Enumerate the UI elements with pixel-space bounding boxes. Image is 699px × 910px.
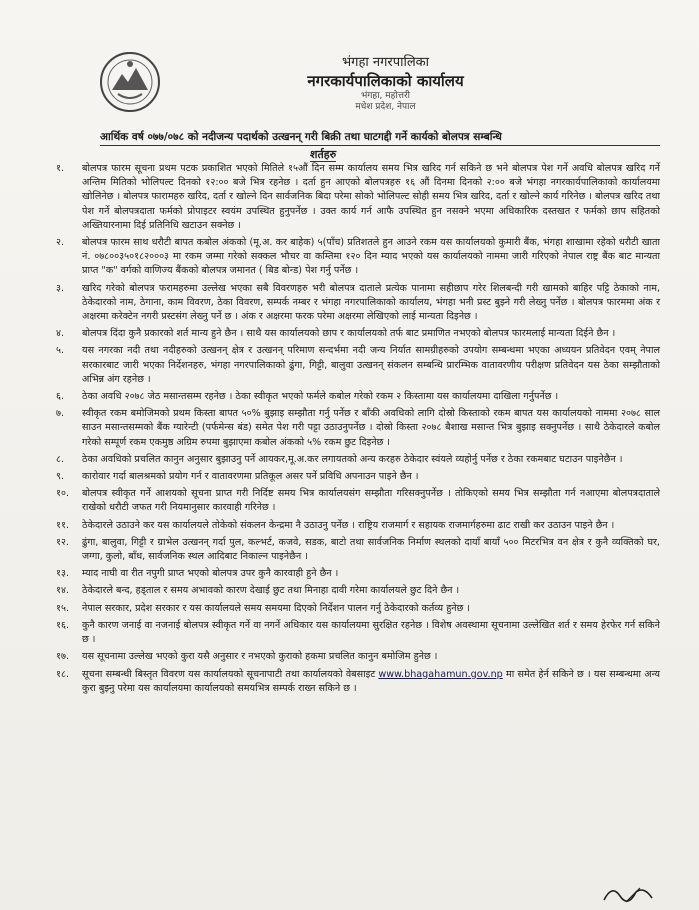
term-item bbox=[56, 470, 660, 484]
term-number: १७. bbox=[56, 651, 70, 663]
term-number: ६. bbox=[56, 391, 65, 403]
notice-subject: आर्थिक वर्ष ०७७/०७८ को नदीजन्य पदार्थको उत्खनन् गरी बिक्री तथा घाटगद्दी गर्ने कार्यको बोलपत्र सम्बन्धि bbox=[100, 130, 660, 146]
office-subtitle: नगरकार्यपालिकाको कार्यालय bbox=[307, 72, 464, 90]
term-text: कारोवार गर्दा बालश्रमको प्रयोग गर्न र वातावरणमा प्रतिकूल असर पर्ने प्रविधि अपनाउन पाइने छैन । bbox=[82, 471, 419, 483]
term-item bbox=[56, 584, 660, 598]
term-item bbox=[56, 327, 660, 341]
term-text: ठेका अवधिको प्रचलित कानुन अनुसार बुझाउनु पर्ने आयकर,मू.अ.कर लगायतको अन्य करहरु ठेकेदार स्वंयले व्यहोर्नु पर्नेछ र ठेका रकमबाट घटाउन पाइनेछैन । bbox=[82, 453, 623, 465]
term-text-before-link: सूचना सम्बन्धी बिस्तृत विवरण यस कार्यालयको सूचनापाटी तथा कार्यालयको वेबसाइट bbox=[82, 668, 379, 680]
term-item bbox=[56, 668, 660, 696]
term-text: ढुंगा, बालुवा, गिट्टी र ग्राभेल उत्खनन् गर्दा पुल, कल्भर्ट, कजवे, सडक, बाटो तथा सार्वजनिक निर्माण स्थलको दायाँ बायाँ ५०० मिटरभित्र वन क्षेत्र र कुनै व्यक्तिको घर, जग्गा, कुलो, बाँध, सार्वजनिक स्थल आदिबाट निकाल्न पाइनेछैन । bbox=[82, 536, 660, 563]
term-item bbox=[56, 162, 660, 233]
term-text: खरिद गरेको बोलपत्र फरामहरुमा उल्लेख भएका सबै विवरणहरु भरी बोलपत्र दाताले प्रत्येक पानामा सहीछाप गरेर शिलबन्दी गरी खामको बाहिर पट्टि ठेकाको नाम, ठेकेदारको नाम, ठेगाना, काम विवरण, ठेका विवरण, सम्पर्क नम्बर र भंगहा नगरपालिकाको कार्यालय, भंगहा भनी प्रस्ट बुझ्ने गरी लेख्नु पर्नेछ । बोलपत्र फारममा अंक र अक्षरमा करेक्टेन नगरी प्रस्टसंग लेख्नु पर्ने छ । अंक र अक्षरमा फरक परेमा अक्षरमा लेखिएको लाई मान्यता दिइनेछ । bbox=[82, 282, 660, 323]
term-text: ठेकेदारले बन्द, हड्ताल र समय अभावको कारण देखाई छुट तथा मिनाहा दावी गरेमा कार्यालयले छुट दिने छैन । bbox=[82, 585, 460, 597]
term-item bbox=[56, 650, 660, 664]
term-number: १८. bbox=[56, 668, 70, 680]
term-item bbox=[56, 282, 660, 325]
term-text: नेपाल सरकार, प्रदेश सरकार र यस कार्यालयले समय समयमा दिएको निर्देशन पालन गर्नु ठेकेदारको कर्तव्य हुनेछ । bbox=[82, 602, 471, 614]
term-number: ३. bbox=[56, 282, 65, 294]
term-number: ७. bbox=[56, 408, 65, 420]
term-text: यस नगरका नदी तथा नदीहरुको उत्खनन् क्षेत्र र उत्खनन् परिमाण सन्दर्भमा नदी जन्य निर्यात सामग्रीहरुको उपयोग सम्बन्धमा भएका अध्ययन प्रतिवेदन एवम् नेपाल सरकारबाट जारी भएका निर्देशनहरु, भंगहा नगरपालिकाको ढुंगा, गिट्टी, बालुवा उत्खनन् संकलन सम्बन्धि प्रारम्भिक वातावरणीय परीक्षण प्रतिवेदन यस ठेका सम्झौताको अभिन्न अंग रहनेछ । bbox=[82, 345, 660, 385]
office-name: भंगहा नगरपालिका bbox=[342, 55, 429, 70]
term-text bbox=[82, 668, 660, 696]
term-number: ४. bbox=[56, 328, 65, 340]
term-item bbox=[56, 619, 660, 647]
term-item bbox=[56, 519, 660, 533]
term-text: कुनै कारण जनाई वा नजनाई बोलपत्र स्वीकृत गर्ने वा नगर्ने अधिकार यस कार्यालयमा सुरक्षित रहनेछ । विशेष अवस्थामा सूचनामा उल्लेखित शर्त र समय हेरफेर गर्न सकिने छ । bbox=[82, 619, 660, 646]
term-text: म्याद नाघी वा रीत नपुगी प्राप्त भएको बोलपत्र उपर कुनै कारवाही हुने छैन । bbox=[82, 568, 339, 580]
term-number: १०. bbox=[56, 488, 70, 500]
term-text-after-link: मा समेत हेर्न सकिने छ । यस सम्बन्धमा अन्य कुरा बुझ्नु परेमा यस कार्यालयमा कार्यालयको समयभित्र सम्पर्क राख्न सकिने छ । bbox=[82, 668, 660, 694]
term-item bbox=[56, 453, 660, 467]
term-text: बोलपत्र दिंदा कुनै प्रकारको शर्त मान्य हुने छैन । साथै यस कार्यालयको छाप र कार्यालयको तर्फ बाट प्रमाणित नभएको बोलपत्र फारमलाई मान्यता दिईने छैन । bbox=[82, 328, 616, 340]
term-number: १४. bbox=[56, 585, 70, 597]
term-number: २. bbox=[56, 237, 65, 249]
term-text: बोलपत्र फारम सूचना प्रथम पटक प्रकाशित भएको मितिले १५औं दिन सम्म कार्यालय समय भित्र खरिद गर्न सकिने छ भने बोलपत्र पेश गर्ने अवधि बोलपत्र खरिद गर्ने अन्तिम मितिको भोलिपल्ट दिनको १२:०० बजे भित्र रहनेछ । दर्ता हुन आएको बोलपत्रहरु १६ औं दिनमा दिनको २:०० बजे भंगहा नगरकार्यपालिकाको कार्यालयमा खोलिनेछ । बोलपत्र फारामहरु खरिद, दर्ता र खोल्ने दिन सार्वजनिक बिदा परेमा सोको भोलिपल्ट सोही समय भित्र खरिद, दर्ता र खोल्ने कार्य गरिनेछ । बोलपत्र खरिद तथा पेश गर्ने बोलपत्रदाता फर्मको प्रोपाइटर स्वयंम उपस्थित हुनुपर्नेछ । उक्त कार्य गर्न आफै उपस्थित हुन नसक्ने भएमा अधिकारिक दस्तखत र फर्मको छाप सहितको अख्तियारनामा दिई प्रतिनिधि खटाउन सक्नेछ । bbox=[82, 163, 660, 231]
term-text: बोलपत्र फारम साथ धरौटी बापत कबोल अंकको (मू.अ. कर बाहेक) ५(पाँच) प्रतिशतले हुन आउने रकम यस कार्यालयको कुमारी बैंक, भंगहा शाखामा रहेको धरौटी खाता नं. ०७८००३५०१८२०००३ मा रकम जम्मा गरेको सक्कल भौचर वा कम्तिमा १२० दिन म्याद भएको यस कार्यालयको नाममा जारी गरिएको नेपाल राष्ट्र बैंक बाट मान्यता प्राप्त "क" वर्गको वाणिज्य बैंकको बोलपत्र जमानत ( बिड बोन्ड) पेश गर्नु पर्नेछ । bbox=[82, 237, 660, 277]
terms-heading: शर्तहरु bbox=[310, 148, 337, 161]
term-number: १३. bbox=[56, 568, 70, 580]
office-header bbox=[0, 54, 699, 113]
term-text: बोलपत्र स्वीकृत गर्ने आशयको सूचना प्राप्त गरी निर्दिष्ट समय भित्र कार्यालयसंग सम्झौता गरिसक्नुपर्नेछ । तोकिएको समय भित्र सम्झौता गर्न नआएमा बोलपत्रदाताले राखेको धरौटी जफत गरी नियमानुसार कारवाही गरिनेछ । bbox=[82, 488, 660, 514]
term-number: ८. bbox=[56, 453, 65, 465]
office-address-district: भंगहा, महोत्तरी bbox=[361, 91, 410, 101]
term-item bbox=[56, 236, 660, 279]
term-number: १२. bbox=[56, 536, 70, 548]
term-number: १. bbox=[56, 163, 65, 174]
term-number: ९. bbox=[56, 471, 65, 483]
term-number: १५. bbox=[56, 602, 70, 614]
term-item bbox=[56, 602, 660, 616]
term-number: १६. bbox=[56, 619, 70, 631]
terms-list bbox=[56, 162, 660, 699]
term-text: ठेका अवधि २०७८ जेठ मसान्तसम्म रहनेछ । ठेका स्वीकृत भएको फर्मले कबोल गरेको रकम २ किस्तामा यस कार्यालयमा दाखिला गर्नुपर्नेछ । bbox=[82, 391, 559, 403]
term-item bbox=[56, 407, 660, 450]
term-number: ५. bbox=[56, 345, 65, 357]
term-item bbox=[56, 536, 660, 564]
term-item bbox=[56, 487, 660, 515]
term-item bbox=[56, 344, 660, 387]
term-number: ११. bbox=[56, 519, 70, 531]
office-address-province: मधेश प्रदेश, नेपाल bbox=[355, 102, 416, 112]
signature-icon bbox=[600, 880, 660, 908]
term-item bbox=[56, 567, 660, 581]
term-item bbox=[56, 390, 660, 404]
term-text: ठेकेदारले उठाउने कर यस कार्यालयले तोकेको संकलन केन्द्रमा नै उठाउनु पर्नेछ । राष्ट्रिय राजमार्ग र सहायक राजमार्गहरुमा ढाट राखी कर उठाउन पाइने छैन । bbox=[82, 519, 615, 531]
term-text: यस सूचनामा उल्लेख भएको कुरा यसै अनुसार र नभएको कुराको हकमा प्रचलित कानुन बमोजिम हुनेछ । bbox=[82, 651, 438, 663]
website-link[interactable]: www.bhagahamun.gov.np bbox=[378, 668, 503, 680]
term-text: स्वीकृत रकम बमोजिमको प्रथम किस्ता बापत ५०% बुझाइ सम्झौता गर्नु पर्नेछ र बाँकी अवधिको लागि दोस्रो किस्ताको रकम बापत यस कार्यालयको नाममा २०७८ साल साउन मसान्तसम्मको बैंक ग्यारेन्टी (पर्फमेन्स बंड) समेत पेश गरी पट्टा उठाउनुपर्नेछ । दोस्रो किस्ता २०७८ बैशाख मसान्त भित्र बुझाइ सक्नुपर्नेछ । साथै ठेकेदारले कबोल गरेको सम्पूर्ण रकम एकमुष्ठ अग्रिम रुपमा बुझाएमा कबोल अंकको ५% रकम छुट दिइनेछ । bbox=[82, 408, 660, 448]
